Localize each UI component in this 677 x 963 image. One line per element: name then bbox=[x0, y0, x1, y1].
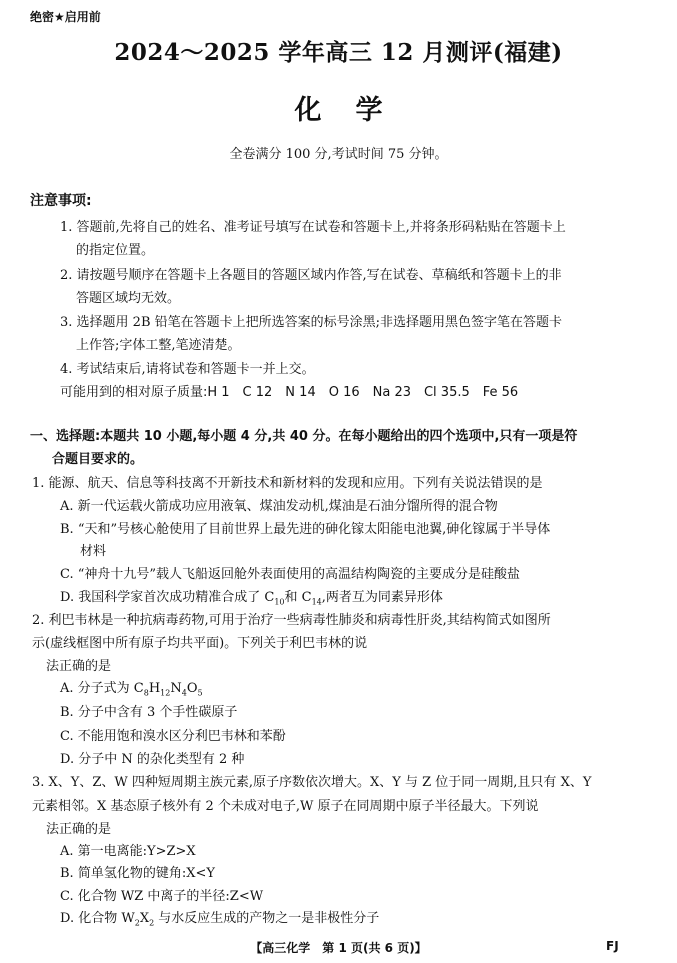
question-2-stem: 2. 利巴韦林是一种抗病毒药物,可用于治疗一些病毒性肺炎和病毒性肝炎,其结构简式如图所 bbox=[32, 613, 551, 628]
note-line: 4. 考试结束后,请将试卷和答题卡一并上交。 bbox=[60, 362, 315, 377]
question-1-option-a: A. 新一代运载火箭成功应用液氧、煤油发动机,煤油是石油分馏所得的混合物 bbox=[60, 499, 498, 514]
question-3-stem: 3. X、Y、Z、W 四种短周期主族元素,原子序数依次增大。X、Y 与 Z 位于同一周期,且只有 X、Y bbox=[32, 775, 592, 790]
question-1-option-b-cont: 材料 bbox=[80, 544, 107, 559]
note-line: 2. 请按题号顺序在答题卡上各题目的答题区域内作答,写在试卷、草稿纸和答题卡上的非 bbox=[60, 268, 562, 283]
exam-info: 全卷满分 100 分,考试时间 75 分钟。 bbox=[229, 147, 448, 162]
confidential-mark: 绝密★启用前 bbox=[30, 10, 101, 24]
note-line: 1. 答题前,先将自己的姓名、准考证号填写在试卷和答题卡上,并将条形码粘贴在答题卡上 bbox=[60, 220, 566, 235]
exam-title: 2024～2025 学年高三 12 月测评(福建) bbox=[114, 39, 563, 66]
note-line: 的指定位置。 bbox=[76, 243, 155, 258]
subject-title: 化学 bbox=[294, 95, 417, 126]
note-line: 3. 选择题用 2B 铅笔在答题卡上把所选答案的标号涂黑;非选择题用黑色签字笔在答题卡 bbox=[60, 315, 563, 330]
notes-heading: 注意事项: bbox=[30, 193, 92, 209]
question-3-option-a: A. 第一电离能:Y>Z>X bbox=[60, 844, 196, 859]
question-2-option-c: C. 不能用饱和溴水区分利巴韦林和苯酚 bbox=[60, 729, 286, 744]
question-1-option-d: D. 我国科学家首次成功精准合成了 $C_{10}$和 $C_{14}$,两者互为同素异形体 bbox=[60, 590, 443, 607]
question-3-option-c: C. 化合物 WZ 中离子的半径:Z<W bbox=[60, 889, 264, 904]
question-1-option-c: C. “神舟十九号”载人飞船返回舱外表面使用的高温结构陶瓷的主要成分是硅酸盐 bbox=[60, 567, 521, 582]
question-2-option-d: D. 分子中 N 的杂化类型有 2 种 bbox=[60, 752, 245, 767]
atomic-masses: 可能用到的相对原子质量:H 1 C 12 N 14 O 16 Na 23 Cl 35.5 Fe 56 bbox=[60, 385, 519, 400]
question-3-stem-cont: 法正确的是 bbox=[46, 822, 112, 837]
question-2-stem-cont: 法正确的是 bbox=[46, 659, 112, 674]
page-footer: 【高三化学 第 1 页(共 6 页)】 bbox=[250, 941, 427, 955]
region-code: FJ bbox=[606, 939, 619, 953]
question-2-stem-cont: 示(虚线框图中所有原子均共平面)。下列关于利巴韦林的说 bbox=[32, 636, 368, 651]
note-line: 答题区域均无效。 bbox=[76, 291, 181, 306]
question-1-stem: 1. 能源、航天、信息等科技离不开新技术和新材料的发现和应用。下列有关说法错误的是 bbox=[32, 476, 543, 491]
note-line: 上作答;字体工整,笔迹清楚。 bbox=[76, 338, 241, 353]
question-2-option-a: A. 分子式为 $C_8H_{12}N_4O_5$ bbox=[60, 681, 203, 698]
question-1-option-b: B. “天和”号核心舱使用了目前世界上最先进的砷化镓太阳能电池翼,砷化镓属于半导体 bbox=[60, 522, 551, 537]
section-heading: 一、选择题:本题共 10 小题,每小题 4 分,共 40 分。在每小题给出的四个选项中,只有一项是符 bbox=[30, 429, 578, 444]
question-3-stem-cont: 元素相邻。X 基态原子核外有 2 个未成对电子,W 原子在同周期中原子半径最大。下列说 bbox=[32, 799, 539, 814]
section-heading-cont: 合题目要求的。 bbox=[52, 452, 144, 467]
question-3-option-b: B. 简单氢化物的键角:X<Y bbox=[60, 866, 215, 881]
question-3-option-d: D. 化合物 $W_2X_2$ 与水反应生成的产物之一是非极性分子 bbox=[60, 911, 380, 928]
question-2-option-b: B. 分子中含有 3 个手性碳原子 bbox=[60, 705, 238, 720]
